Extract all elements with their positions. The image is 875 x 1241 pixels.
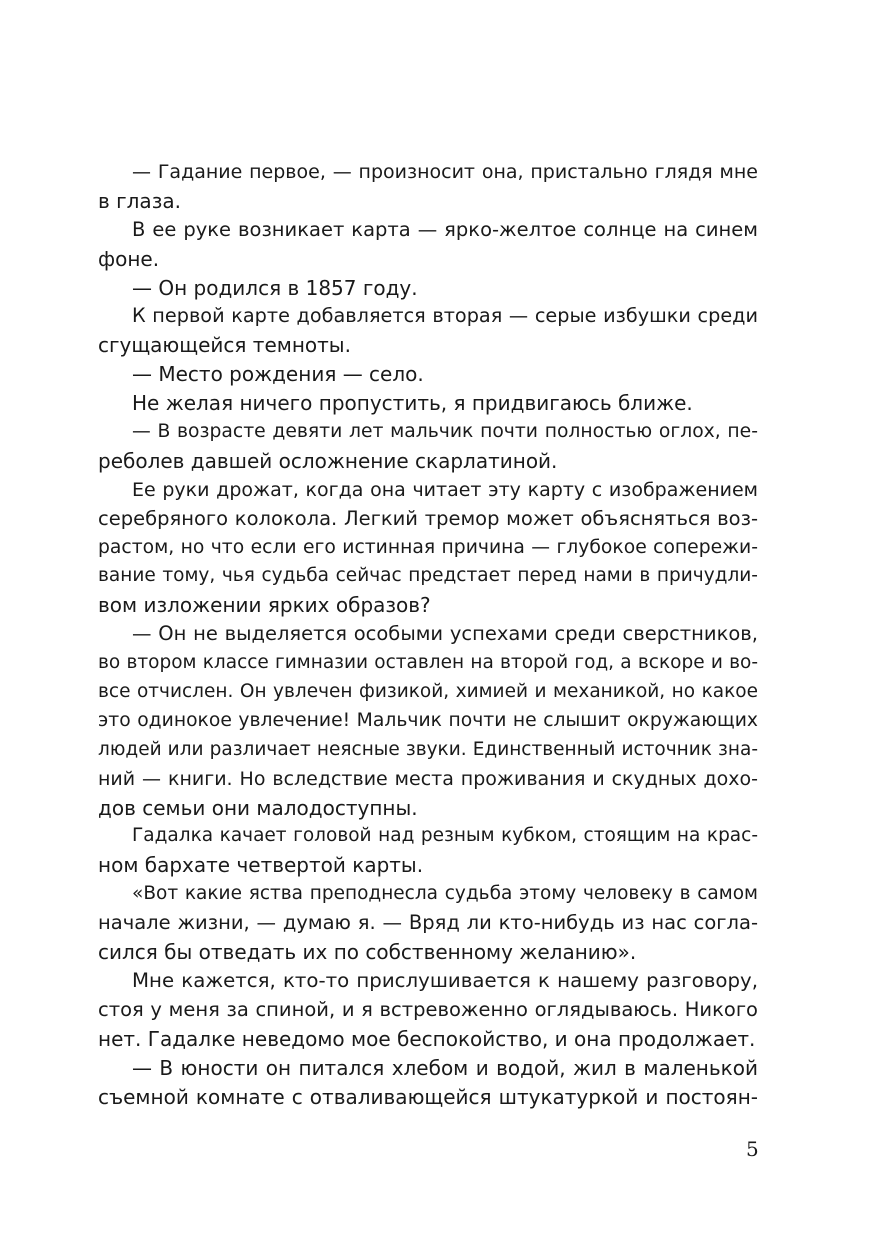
text-line: «Вот какие яства преподнесла судьба этому человеку в самом	[132, 883, 758, 905]
text-line: все отчислен. Он увлечен физикой, химией и механикой, но какое	[98, 681, 758, 703]
text-line: — Место рождения — село.	[132, 362, 424, 387]
text-line: — Гадание первое, — произносит она, пристально глядя мне	[132, 161, 758, 183]
text-line: это одинокое увлечение! Мальчик почти не слышит окружающих	[98, 709, 758, 731]
text-line: растом, но что если его истинная причина — глубокое сопережи-	[98, 536, 758, 558]
text-line: во втором классе гимназии оставлен на второй год, а вскоре и во-	[98, 652, 758, 674]
text-line: ном бархате четвертой карты.	[98, 853, 424, 878]
text-line: — В возрасте девяти лет мальчик почти полностью оглох, пе-	[132, 421, 758, 443]
text-line: людей или различает неясные звуки. Единственный источник зна-	[98, 738, 758, 760]
text-line: вом изложении ярких образов?	[98, 593, 431, 618]
text-line: Мне кажется, кто-то прислушивается к нашему разговору,	[132, 968, 758, 992]
text-line: начале жизни, — думаю я. — Вряд ли кто-нибудь из нас согла-	[98, 911, 758, 935]
text-line: Гадалка качает головой над резным кубком, стоящим на крас-	[132, 825, 758, 847]
text-line: — Он не выделяется особыми успехами среди сверстников,	[132, 622, 758, 646]
text-line: Ее руки дрожат, когда она читает эту карту с изображением	[132, 478, 758, 501]
text-line: вание тому, чья судьба сейчас предстает перед нами в причудли-	[98, 565, 758, 587]
text-line: стоя у меня за спиной, и я встревоженно оглядываюсь. Никого	[98, 997, 758, 1021]
text-line: реболев давшей осложнение скарлатиной.	[98, 448, 558, 473]
text-line: — В юности он питался хлебом и водой, жил в маленькой	[132, 1055, 758, 1080]
text-line: Не желая ничего пропустить, я придвигаюсь ближе.	[132, 391, 693, 416]
text-line: сгущающейся темноты.	[98, 333, 351, 358]
text-line: К первой карте добавляется вторая — серые избушки среди	[132, 304, 758, 328]
text-line: дов семьи они малодоступны.	[98, 795, 418, 820]
text-line: в глаза.	[98, 188, 181, 213]
page-number: 5	[746, 1137, 759, 1161]
text-line: сился бы отведать их по собственному желанию».	[98, 940, 637, 965]
text-line: — Он родился в 1857 году.	[132, 275, 418, 300]
text-line: серебряного колокола. Легкий тремор может объясняться воз-	[98, 506, 758, 530]
text-line: ний — книги. Но вследствие места проживания и скудных дохо-	[98, 767, 758, 790]
text-line: В ее руке возникает карта — ярко-желтое солнце на синем	[132, 217, 758, 241]
text-column	[98, 158, 758, 1111]
text-line: съемной комнате с отваливающейся штукатуркой и постоян-	[98, 1084, 758, 1109]
text-line: нет. Гадалке неведомо мое беспокойство, и она продолжает.	[98, 1026, 756, 1051]
text-line: фоне.	[98, 246, 160, 271]
